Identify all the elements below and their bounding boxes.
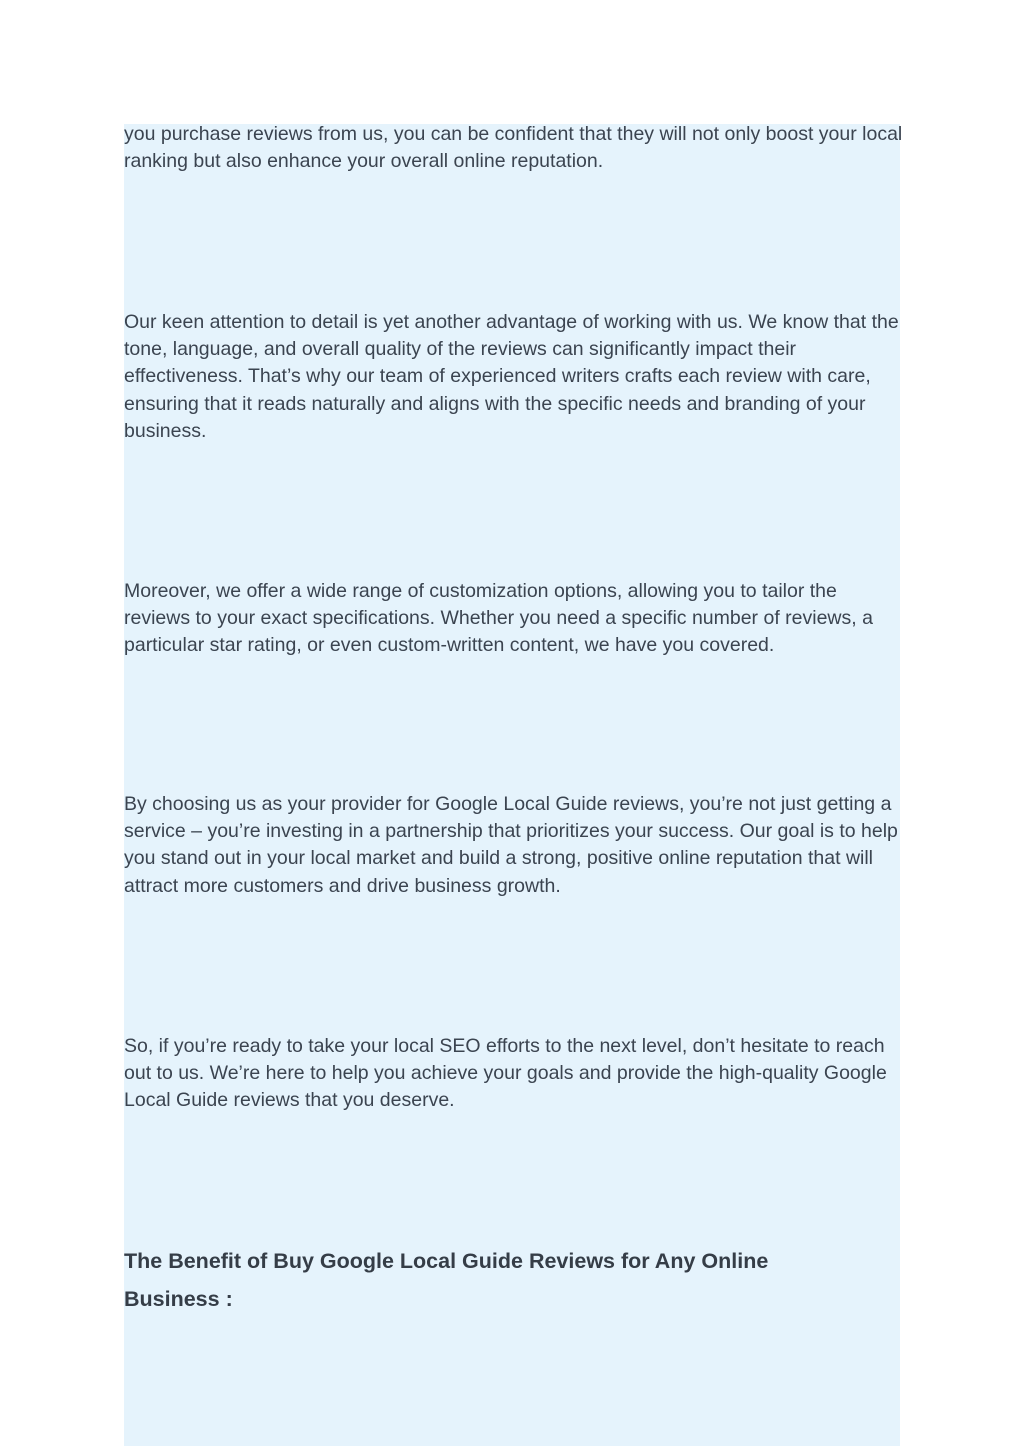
paragraph-attention-to-detail: Our keen attention to detail is yet another advantage of working with us. We know that the tone, language, and overall quality of the reviews can significantly impact their effectiveness. That’s why our team of experienced writers crafts each review with care, ensuring that it reads naturally and aligns with the specific needs and branding of your business. bbox=[124, 311, 899, 442]
section-heading: The Benefit of Buy Google Local Guide Reviews for Any Online Business : bbox=[124, 1249, 769, 1311]
paragraph-partnership: By choosing us as your provider for Google Local Guide reviews, you’re not just getting a service – you’re investing in a partnership that prioritizes your success. Our goal is to help you stand out in your local market and build a strong, positive online reputation that will attract more customers and drive business growth. bbox=[124, 793, 898, 897]
paragraph-customization: Moreover, we offer a wide range of customization options, allowing you to tailor the reviews to your exact specifications. Whether you need a specific number of reviews, a particular star rating, or even custom-written content, we have you covered. bbox=[124, 580, 873, 657]
paragraph-call-to-action: So, if you’re ready to take your local SEO efforts to the next level, don’t hesitate to reach out to us. We’re here to help you achieve your goals and provide the high-quality Google Local Guide reviews that you deserve. bbox=[124, 1035, 887, 1112]
paragraph-reputation: you purchase reviews from us, you can be confident that they will not only boost your local ranking but also enhance your overall online reputation. bbox=[124, 123, 903, 173]
